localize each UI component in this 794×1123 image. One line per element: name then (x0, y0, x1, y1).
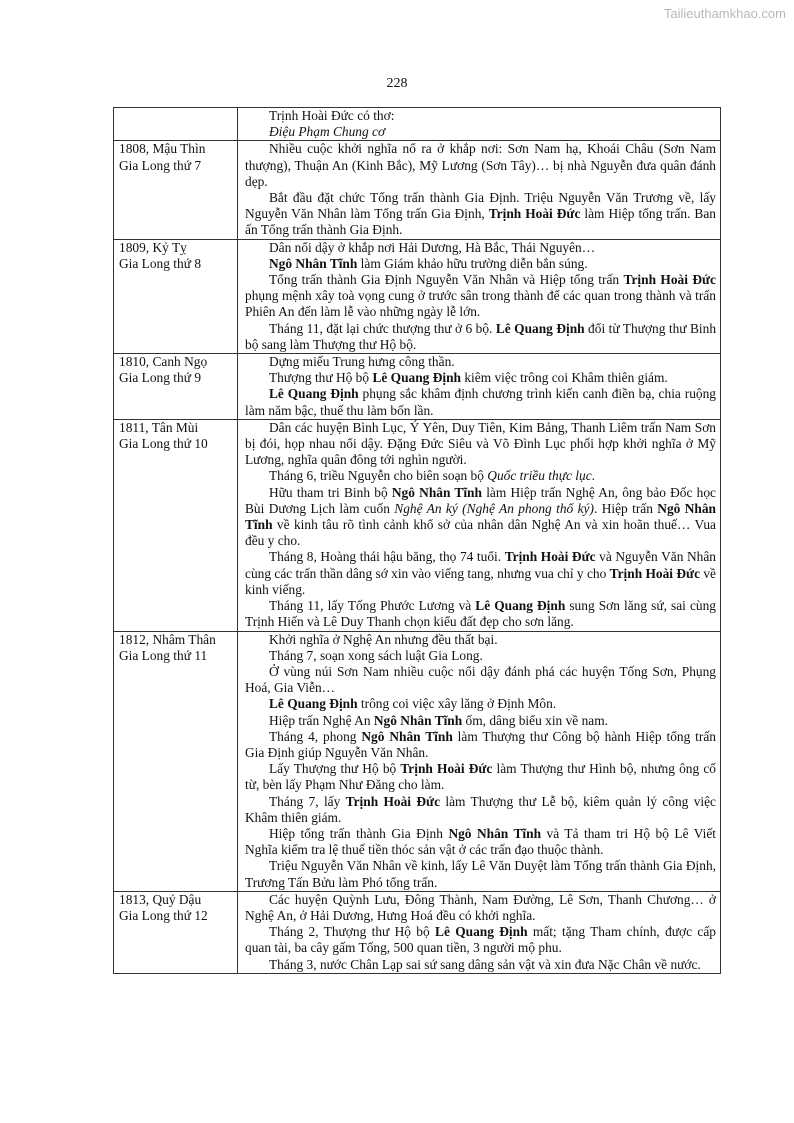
text-segment: làm Thượng thư Lễ bộ, kiêm quản lý công việc Khâm thiên giám. (245, 793, 717, 825)
text-segment: Tháng 4, phong (269, 728, 362, 744)
event-paragraph (245, 761, 716, 793)
event-paragraph (245, 696, 716, 712)
person-name: Ngô Nhân Tĩnh (448, 825, 542, 841)
text-segment: Dân các huyện Bình Lục, Ý Yên, Duy Tiên, Kim Bảng, Thanh Liêm trấn Nam Sơn bị đói, họp nhau nổi dậy. Đặng Đức Siêu và Võ Đình Lục phối hợp khởi nghĩa ở Mỹ Lương, nghĩa quân đông tới nghìn người. (245, 419, 716, 468)
year-cell (114, 419, 238, 631)
person-name: Ngô Nhân Tĩnh (245, 500, 716, 533)
text-segment: Thượng thư Hộ bộ (269, 370, 373, 386)
work-title: Quốc triều thực lục (487, 468, 592, 484)
events-cell (238, 239, 721, 353)
text-segment: kiêm việc trông coi Khâm thiên giám. (461, 370, 668, 386)
person-name: Ngô Nhân Tĩnh (361, 728, 453, 744)
table-row (114, 419, 721, 631)
reign-label: Gia Long thứ 12 (119, 907, 208, 923)
person-name: Trịnh Hoài Đức (488, 206, 581, 222)
year-label: 1810, Canh Ngọ (119, 354, 208, 370)
text-segment: ốm, dâng biểu xin về nam. (462, 712, 608, 728)
event-paragraph (245, 858, 716, 890)
text-segment: Bắt đầu đặt chức Tổng trấn thành Gia Định. Triệu Nguyễn Văn Trương về, lấy Nguyễn Văn Nhân làm Tổng trấn Gia Định, (245, 190, 716, 222)
event-paragraph (245, 549, 716, 598)
table-row (114, 631, 721, 891)
events-cell (238, 891, 721, 973)
page-number: 228 (386, 76, 408, 91)
text-segment: và Tả tham tri Hộ bộ Lê Viết Nghĩa kiểm tra lệ thuế tiền thóc sản vật ở các trấn đạo thuộc thành. (245, 825, 717, 858)
text-segment: Hữu tham tri Binh bộ (269, 484, 392, 500)
text-segment: Hiệp tổng trấn thành Gia Định (269, 825, 449, 841)
event-paragraph (245, 370, 716, 386)
text-segment: Tháng 8, Hoàng thái hậu băng, thọ 74 tuổi. (269, 549, 505, 565)
event-paragraph (245, 794, 716, 826)
event-paragraph (245, 321, 716, 353)
event-paragraph (245, 664, 716, 696)
event-paragraph (245, 632, 716, 648)
text-segment: Hiệp trấn Nghệ An (269, 712, 374, 728)
event-paragraph (245, 420, 716, 469)
reign-label: Gia Long thứ 11 (119, 647, 208, 663)
table-row (114, 108, 721, 141)
reign-label: Gia Long thứ 9 (119, 370, 202, 386)
year-cell (114, 891, 238, 973)
work-title: Nghệ An ký (Nghệ An phong thổ ký) (394, 500, 594, 516)
event-paragraph (245, 648, 716, 664)
event-paragraph (245, 386, 716, 418)
event-paragraph (245, 124, 716, 140)
text-segment: Tháng 3, nước Chân Lạp sai sứ sang dâng sản vật và xin đưa Nặc Chân về nước. (269, 956, 701, 972)
events-cell (238, 419, 721, 631)
year-cell (114, 141, 238, 239)
event-paragraph (245, 108, 716, 124)
text-segment: Các huyện Quỳnh Lưu, Đông Thành, Nam Đường, Lê Sơn, Thanh Chương… ở Nghệ An, ở Hải Dương, Hưng Hoá đều có khởi nghĩa. (245, 891, 716, 923)
event-paragraph (245, 598, 716, 630)
event-paragraph (245, 240, 716, 256)
event-paragraph (245, 354, 716, 370)
person-name: Trịnh Hoài Đức (345, 793, 441, 809)
events-cell (238, 631, 721, 891)
person-name: Lê Quang Định (269, 386, 359, 402)
text-segment: Tháng 6, triều Nguyễn cho biên soạn bộ (269, 468, 488, 484)
person-name: Trịnh Hoài Đức (400, 761, 493, 777)
text-segment: Tháng 11, lấy Tống Phước Lương và (269, 598, 476, 614)
text-segment: Dựng miếu Trung hưng công thần. (269, 354, 455, 370)
watermark: Tailieuthamkhao.com (663, 6, 786, 21)
event-paragraph (245, 256, 716, 272)
event-paragraph (245, 924, 716, 956)
reign-label: Gia Long thứ 7 (119, 157, 202, 173)
year-label: 1809, Kỷ Tỵ (119, 239, 187, 255)
text-segment: về kinh tâu rõ tình cảnh khổ sở của nhân dân Nghệ An và xin hoãn thuế… Vua đều y cho. (245, 517, 716, 549)
text-segment: làm Hiệp trấn Nghệ An, ông bảo Đốc học Bùi Dương Lịch làm cuốn (245, 484, 716, 516)
text-segment: Tổng trấn thành Gia Định Nguyễn Văn Nhân và Hiệp tổng trấn (269, 272, 624, 288)
event-paragraph (245, 485, 716, 550)
year-cell (114, 108, 238, 141)
person-name: Lê Quang Định (372, 370, 461, 386)
table-row (114, 891, 721, 973)
chronology-table (113, 107, 721, 974)
event-paragraph (245, 190, 716, 239)
text-segment: Triệu Nguyễn Văn Nhân về kinh, lấy Lê Văn Duyệt làm Tổng trấn thành Gia Định, Trương Tấn Bửu làm Phó tổng trấn. (245, 858, 716, 890)
events-cell (238, 141, 721, 239)
person-name: Trịnh Hoài Đức (609, 565, 701, 581)
text-segment: phụng sắc khâm định chương trình kiến canh điền bạ, chia ruộng làm năm bậc, thuế thu làm bốn lần. (245, 386, 716, 418)
year-cell (114, 354, 238, 420)
text-segment: Tháng 2, Thượng thư Hộ bộ (269, 924, 436, 940)
text-segment: và Nguyễn Văn Nhân cùng các trấn thần dâng sớ xin vào viếng tang, nhưng vua chỉ y cho (245, 549, 716, 581)
event-paragraph (245, 141, 716, 190)
events-cell (238, 108, 721, 141)
chronology-table-body (114, 108, 721, 974)
text-segment: sung Sơn lăng sứ, sai cùng Trịnh Hiến và Lê Duy Thanh chọn kiểu đất đẹp cho sơn lăng. (245, 598, 716, 630)
text-segment: đổi từ Thượng thư Binh bộ sang làm Thượng thư Hộ bộ. (245, 320, 717, 352)
text-segment: . (591, 468, 596, 484)
table-row (114, 239, 721, 353)
person-name: Lê Quang Định (435, 924, 528, 940)
text-segment: làm Giám khảo hữu trường diễn bắn súng. (357, 255, 588, 271)
year-label: 1812, Nhâm Thân (119, 631, 216, 647)
person-name: Lê Quang Định (475, 598, 566, 614)
text-segment: Tháng 11, đặt lại chức thượng thư ở 6 bộ. (269, 320, 496, 336)
person-name: Trịnh Hoài Đức (623, 272, 716, 288)
text-segment: Lấy Thượng thư Hộ bộ (269, 761, 401, 777)
person-name: Lê Quang Định (269, 696, 358, 712)
event-paragraph (245, 957, 716, 973)
event-paragraph (245, 468, 716, 484)
reign-label: Gia Long thứ 10 (119, 436, 208, 452)
text-segment: làm Thượng thư Công bộ hành Hiệp tổng trấn Gia Định giúp Nguyễn Văn Nhân. (245, 728, 716, 760)
text-segment: về kinh viếng. (245, 565, 717, 597)
events-cell (238, 354, 721, 420)
year-cell (114, 631, 238, 891)
table-row (114, 141, 721, 239)
year-cell (114, 239, 238, 353)
text-segment: mất; tặng Tham chính, được cấp quan tài, ba cây gấm Tống, 500 quan tiền, 3 người mộ phu. (245, 924, 716, 956)
event-paragraph (245, 729, 716, 761)
text-segment: Tháng 7, lấy (269, 793, 346, 809)
person-name: Ngô Nhân Tĩnh (391, 484, 482, 500)
text-segment: Dân nổi dậy ở khắp nơi Hải Dương, Hà Bắc, Thái Nguyên… (269, 239, 596, 255)
table-row (114, 354, 721, 420)
text-segment: làm Thượng thư Hình bộ, nhưng ông cố từ, bèn lấy Phạm Như Đăng cho làm. (245, 761, 716, 793)
reign-label: Gia Long thứ 8 (119, 255, 202, 271)
text-segment: Tháng 7, soạn xong sách luật Gia Long. (269, 647, 483, 663)
text-segment: làm Hiệp tổng trấn. Ban ấn Tổng trấn thành Gia Định. (245, 206, 716, 238)
year-label: 1811, Tân Mùi (119, 419, 199, 435)
event-paragraph (245, 826, 716, 858)
year-label: 1813, Quý Dậu (119, 891, 202, 907)
text-segment: Nhiều cuộc khởi nghĩa nổ ra ở khắp nơi: Sơn Nam hạ, Khoái Châu (Sơn Nam thượng), Thuận An (Kinh Bắc), Mỹ Lương (Sơn Tây)… bị nhà Nguyễn đưa quân đánh dẹp. (245, 141, 716, 189)
person-name: Trịnh Hoài Đức (504, 549, 596, 565)
event-paragraph (245, 713, 716, 729)
text-segment: Trịnh Hoài Đức có thơ: (269, 108, 395, 123)
text-segment: . Hiệp trấn (593, 500, 658, 516)
year-label: 1808, Mậu Thìn (119, 141, 206, 157)
event-paragraph (245, 892, 716, 924)
person-name: Ngô Nhân Tĩnh (373, 712, 463, 728)
text-segment: phụng mệnh xây toà vọng cung ở trước sân trong thành để các quan trong thành và trấn Phiên An đến làm lễ vào những ngày lễ lớn. (245, 288, 716, 320)
text-segment: Khởi nghĩa ở Nghệ An nhưng đều thất bại. (269, 631, 498, 647)
work-title: Điệu Phạm Chung cơ (269, 124, 386, 140)
text-segment: Ở vùng núi Sơn Nam nhiều cuộc nổi dậy đánh phá các huyện Tống Sơn, Phụng Hoá, Gia Viễn… (245, 663, 716, 696)
event-paragraph (245, 272, 716, 321)
text-segment: trông coi việc xây lăng ở Định Môn. (357, 696, 557, 712)
person-name: Ngô Nhân Tĩnh (269, 255, 358, 271)
person-name: Lê Quang Định (495, 320, 585, 336)
